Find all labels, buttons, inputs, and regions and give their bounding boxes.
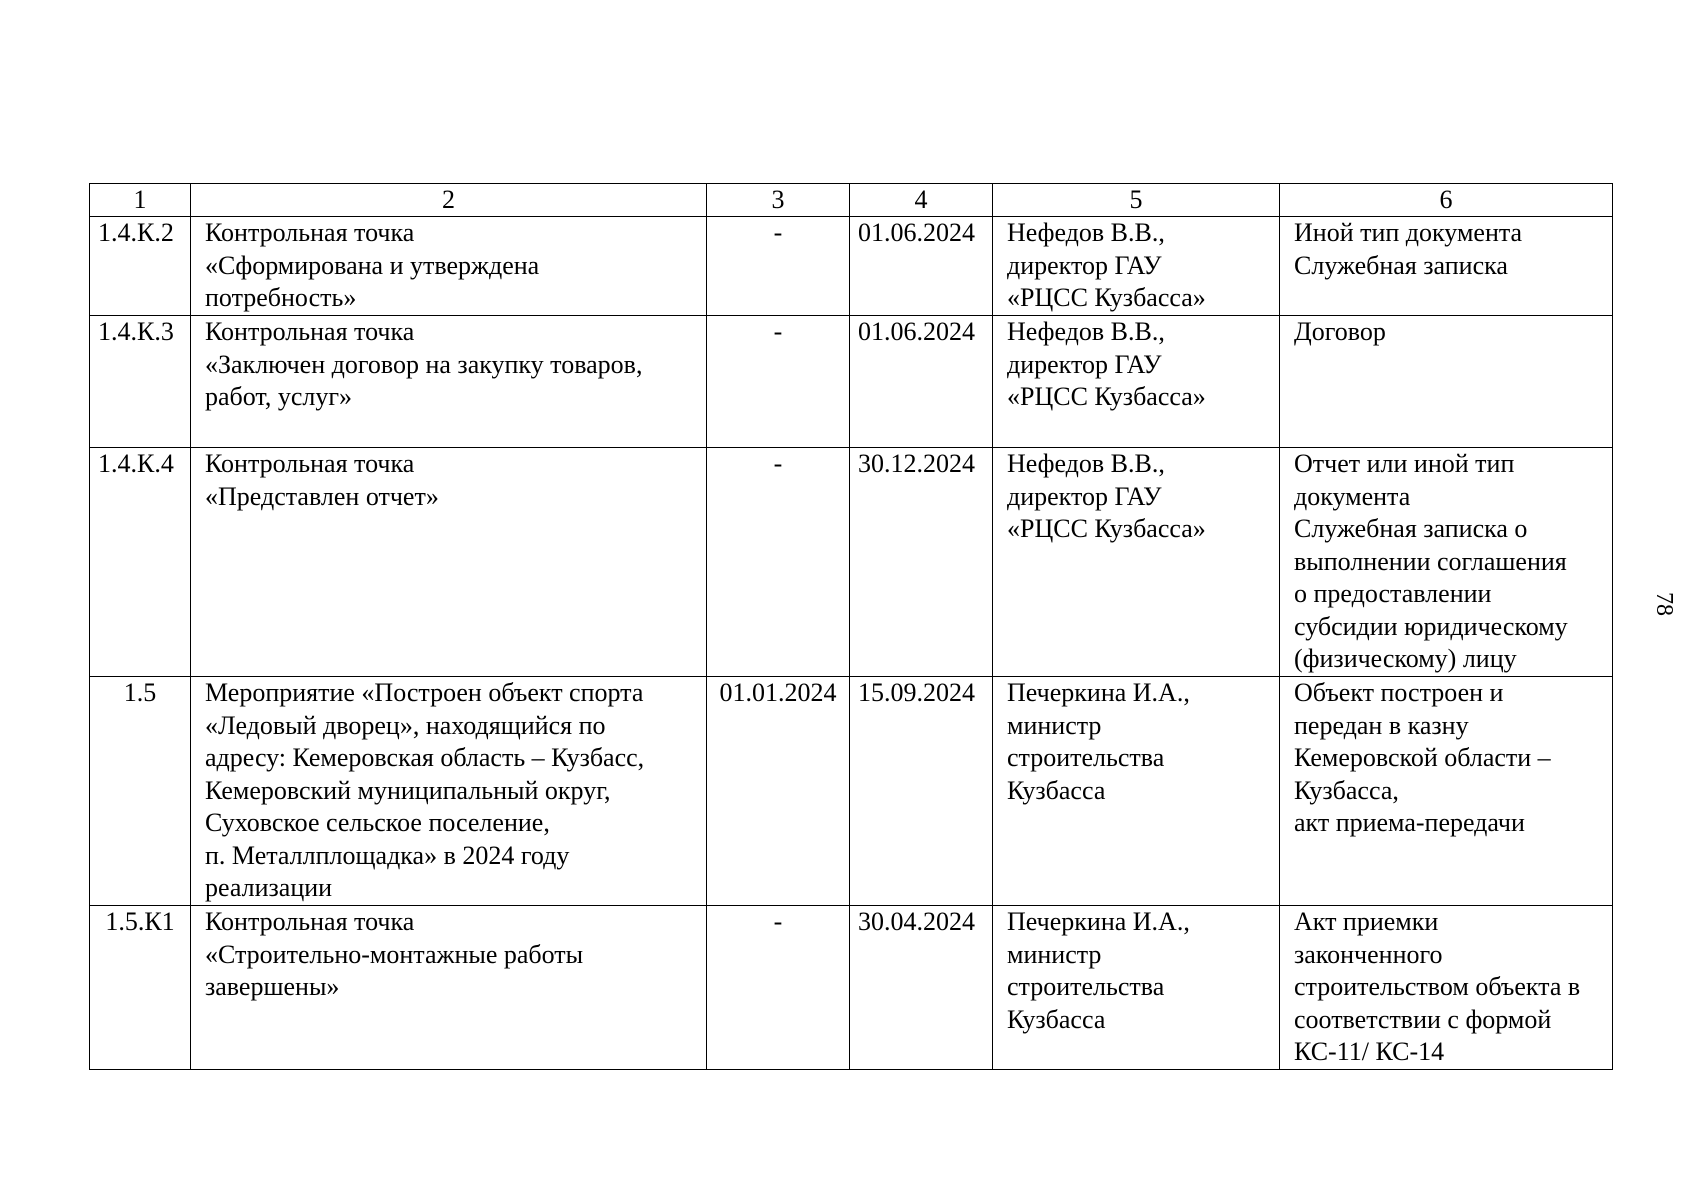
row-end-date: 30.12.2024 — [850, 448, 993, 677]
row-responsible: Нефедов В.В., директор ГАУ «РЦСС Кузбасса» — [993, 316, 1280, 448]
row-end-date: 01.06.2024 — [850, 316, 993, 448]
row-responsible: Печеркина И.А., министр строительства Кузбасса — [993, 677, 1280, 906]
row-documents: Отчет или иной тип документа Служебная записка о выполнении соглашения о предоставлении субсидии юридическому (физическому) лицу — [1280, 448, 1613, 677]
row-name: Контрольная точка «Заключен договор на закупку товаров, работ, услуг» — [191, 316, 707, 448]
row-number: 1.5 — [90, 677, 191, 906]
row-documents: Иной тип документа Служебная записка — [1280, 217, 1613, 316]
row-name: Контрольная точка «Строительно-монтажные работы завершены» — [191, 906, 707, 1070]
page-number: 78 — [1651, 592, 1677, 616]
row-start-date: - — [707, 906, 850, 1070]
header-cell: 2 — [191, 184, 707, 217]
row-end-date: 01.06.2024 — [850, 217, 993, 316]
row-number: 1.4.К.2 — [90, 217, 191, 316]
row-name: Контрольная точка «Представлен отчет» — [191, 448, 707, 677]
row-responsible: Нефедов В.В., директор ГАУ «РЦСС Кузбасса» — [993, 448, 1280, 677]
row-end-date: 30.04.2024 — [850, 906, 993, 1070]
row-number: 1.4.К.4 — [90, 448, 191, 677]
header-cell: 4 — [850, 184, 993, 217]
row-name: Мероприятие «Построен объект спорта «Ледовый дворец», находящийся по адресу: Кемеровская область – Кузбасс, Кемеровский муниципальный округ, Суховское сельское поселение, п. Металлплощадка» в 2024 году реализации — [191, 677, 707, 906]
row-responsible: Печеркина И.А., министр строительства Кузбасса — [993, 906, 1280, 1070]
header-cell: 3 — [707, 184, 850, 217]
table-header-row — [90, 184, 1613, 217]
header-cell: 5 — [993, 184, 1280, 217]
row-start-date: - — [707, 448, 850, 677]
row-start-date: - — [707, 316, 850, 448]
row-documents: Договор — [1280, 316, 1613, 448]
table-row — [90, 906, 1613, 1070]
row-start-date: - — [707, 217, 850, 316]
plan-table — [89, 183, 1613, 1070]
row-number: 1.5.К1 — [90, 906, 191, 1070]
table-row — [90, 448, 1613, 677]
table-row — [90, 217, 1613, 316]
row-documents: Объект построен и передан в казну Кемеровской области – Кузбасса, акт приема-передачи — [1280, 677, 1613, 906]
row-end-date: 15.09.2024 — [850, 677, 993, 906]
header-cell: 6 — [1280, 184, 1613, 217]
row-documents: Акт приемки законченного строительством объекта в соответствии с формой КС-11/ КС-14 — [1280, 906, 1613, 1070]
row-number: 1.4.К.3 — [90, 316, 191, 448]
header-cell: 1 — [90, 184, 191, 217]
table-row — [90, 316, 1613, 448]
row-name: Контрольная точка «Сформирована и утверждена потребность» — [191, 217, 707, 316]
table-row — [90, 677, 1613, 906]
row-responsible: Нефедов В.В., директор ГАУ «РЦСС Кузбасса» — [993, 217, 1280, 316]
row-start-date: 01.01.2024 — [707, 677, 850, 906]
